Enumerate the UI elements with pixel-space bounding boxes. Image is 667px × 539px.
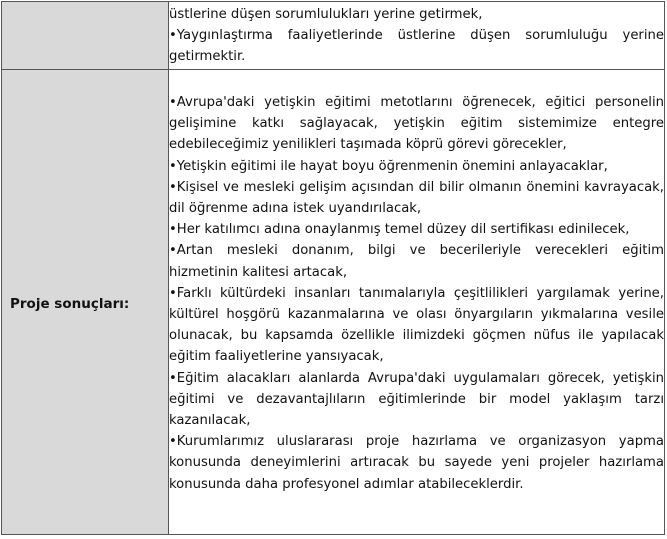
bullet-item: •Her katılımcı adına onaylanmış temel düzey dil sertifikası edinilecek,: [169, 222, 630, 238]
label-cell: [2, 70, 169, 535]
row-label: Proje sonuçları:: [10, 295, 130, 312]
bullet-item: •Artan mesleki donanım, bilgi ve becerileriyle verecekleri eğitim hizmetinin kalitesi artacak,: [169, 243, 664, 280]
project-table: [1, 1, 665, 535]
bullet-item: •Eğitim alacakları alanlarda Avrupa'daki uygulamaları görecek, yetişkin eğitimi ve dezavantajlıların eğitimlerinde bir model yaklaşım tarzı kazanılacak,: [169, 370, 664, 429]
bullet-item: •Yaygınlaştırma faaliyetlerinde üstlerine düşen sorumluluğu yerine getirmektir.: [169, 28, 664, 65]
content-cell: [169, 70, 665, 535]
label-cell: [2, 2, 169, 70]
table-row: [2, 70, 665, 535]
text-line: üstlerine düşen sorumlulukları yerine getirmek,: [169, 7, 483, 22]
content-cell: [169, 2, 665, 70]
row-label: [2, 5, 10, 21]
bullet-item: •Kişisel ve mesleki gelişim açısından dil bilir olmanın önemini kavrayacak, dil öğrenme adına istek uyandırılacak,: [169, 179, 664, 217]
bullet-item: •Avrupa'daki yetişkin eğitimi metotlarını öğrenecek, eğitici personelin gelişimine katkı sağlayacak, yetişkin eğitim sistemimize entegre edebileceğimiz yenilikleri taşımada köprü görevi görecekler,: [169, 95, 664, 153]
bullet-item: •Kurumlarımız uluslararası proje hazırlama ve organizasyon yapma konusunda deneyimlerini artıracak bu sayede yeni projeler hazırlama konusunda daha profesyonel adımlar atabileceklerdir.: [169, 434, 664, 492]
table-row: [2, 2, 665, 70]
bullet-item: •Farklı kültürdeki insanları tanımalarıyla çeşitlilikleri yargılamak yerine, kültürel hoşgörü kazanmalarına ve olası önyargıların yıkmalarına vesile olunacak, bu kapsamda özellikle ilimizdeki göçmen nüfus ile yapılacak eğitim faaliyetlerine yansıyacak,: [169, 285, 664, 365]
bullet-item: •Yetişkin eğitimi ile hayat boyu öğrenmenin önemini anlayacaklar,: [169, 158, 608, 174]
